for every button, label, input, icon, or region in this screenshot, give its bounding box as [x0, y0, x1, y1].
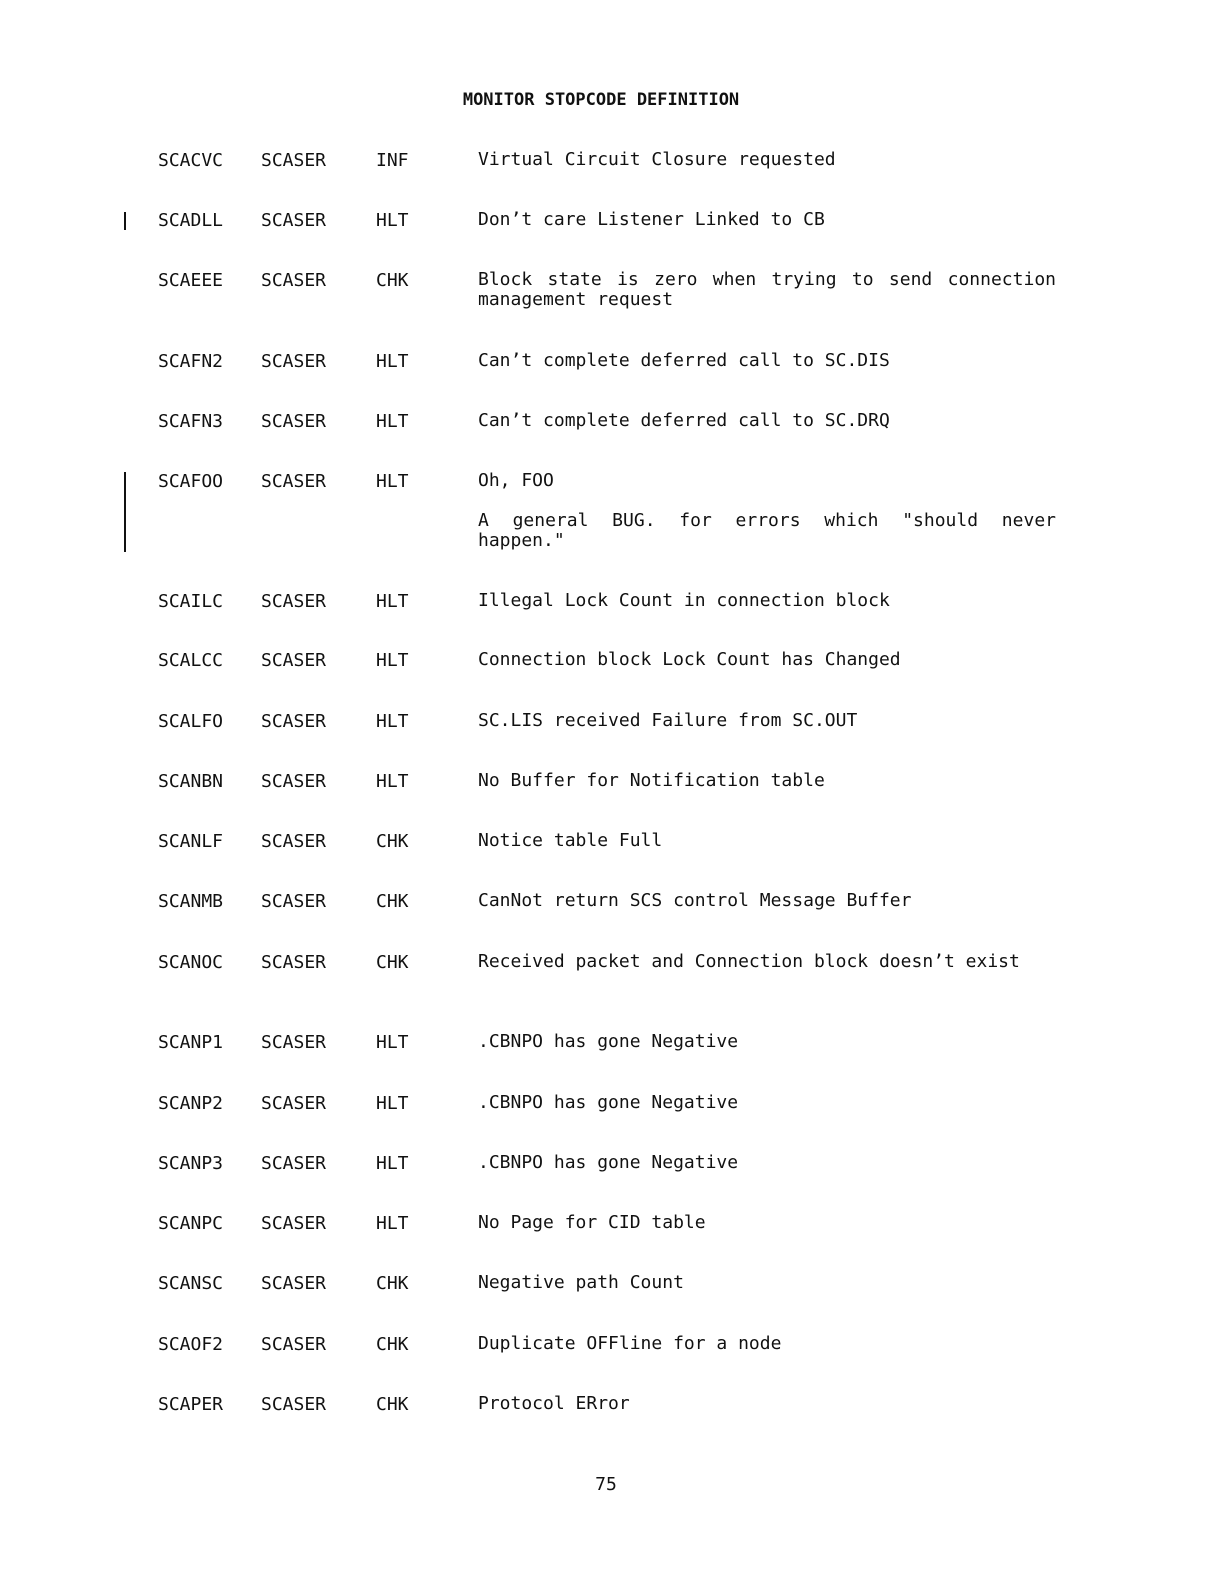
stopcode-name: SCAEEE	[158, 270, 224, 291]
stopcode-description	[478, 891, 1056, 911]
stopcode-module: SCASER	[261, 1093, 327, 1114]
stopcode-module: SCASER	[261, 1334, 327, 1355]
description-paragraph: Negative path Count	[478, 1272, 684, 1293]
change-bar	[124, 212, 126, 230]
stopcode-type: HLT	[376, 771, 409, 792]
stopcode-name: SCAILC	[158, 591, 224, 612]
stopcode-type: HLT	[376, 1093, 409, 1114]
page-title: MONITOR STOPCODE DEFINITION	[462, 90, 740, 110]
description-paragraph: Connection block Lock Count has Changed	[478, 649, 901, 670]
description-paragraph: Duplicate OFFline for a node	[478, 1333, 782, 1354]
stopcode-description	[478, 411, 1056, 431]
stopcode-module: SCASER	[261, 1273, 327, 1294]
stopcode-name: SCALCC	[158, 650, 224, 671]
description-paragraph: A general BUG. for errors which "should never happen."	[478, 510, 1056, 551]
stopcode-name: SCADLL	[158, 210, 224, 231]
stopcode-type: HLT	[376, 471, 409, 492]
description-paragraph: Don’t care Listener Linked to CB	[478, 209, 825, 230]
page-number: 75	[595, 1474, 617, 1495]
stopcode-type: INF	[376, 150, 409, 171]
description-paragraph: No Buffer for Notification table	[478, 770, 825, 791]
stopcode-module: SCASER	[261, 771, 327, 792]
stopcode-module: SCASER	[261, 952, 327, 973]
stopcode-module: SCASER	[261, 1032, 327, 1053]
stopcode-description	[478, 711, 1056, 731]
stopcode-module: SCASER	[261, 1213, 327, 1234]
stopcode-module: SCASER	[261, 711, 327, 732]
stopcode-module: SCASER	[261, 471, 327, 492]
description-paragraph: Block state is zero when trying to send connection management request	[478, 269, 1056, 310]
stopcode-type: HLT	[376, 1153, 409, 1174]
description-paragraph: No Page for CID table	[478, 1212, 706, 1233]
stopcode-name: SCANMB	[158, 891, 224, 912]
stopcode-description	[478, 650, 1056, 670]
stopcode-name: SCACVC	[158, 150, 224, 171]
stopcode-name: SCALFO	[158, 711, 224, 732]
stopcode-description	[478, 1032, 1056, 1052]
description-paragraph: Illegal Lock Count in connection block	[478, 590, 890, 611]
stopcode-description	[478, 150, 1056, 170]
description-paragraph: .CBNPO has gone Negative	[478, 1031, 739, 1052]
stopcode-module: SCASER	[261, 650, 327, 671]
stopcode-type: HLT	[376, 1032, 409, 1053]
stopcode-type: HLT	[376, 591, 409, 612]
stopcode-description	[478, 952, 1056, 972]
stopcode-type: HLT	[376, 711, 409, 732]
stopcode-type: HLT	[376, 650, 409, 671]
stopcode-description	[478, 471, 1056, 551]
change-bar	[124, 472, 126, 552]
stopcode-name: SCANP3	[158, 1153, 224, 1174]
description-paragraph: Oh, FOO	[478, 470, 554, 491]
stopcode-name: SCAOF2	[158, 1334, 224, 1355]
stopcode-module: SCASER	[261, 351, 327, 372]
stopcode-module: SCASER	[261, 891, 327, 912]
stopcode-type: HLT	[376, 1213, 409, 1234]
description-paragraph: .CBNPO has gone Negative	[478, 1092, 739, 1113]
stopcode-description	[478, 351, 1056, 371]
stopcode-description	[478, 1273, 1056, 1293]
stopcode-description	[478, 831, 1056, 851]
stopcode-module: SCASER	[261, 591, 327, 612]
description-paragraph: CanNot return SCS control Message Buffer	[478, 890, 912, 911]
description-paragraph: Can’t complete deferred call to SC.DRQ	[478, 410, 890, 431]
description-paragraph: SC.LIS received Failure from SC.OUT	[478, 710, 858, 731]
stopcode-module: SCASER	[261, 270, 327, 291]
description-paragraph: Received packet and Connection block doesn’t exist	[478, 951, 1020, 972]
stopcode-module: SCASER	[261, 150, 327, 171]
stopcode-name: SCANLF	[158, 831, 224, 852]
stopcode-module: SCASER	[261, 1394, 327, 1415]
stopcode-module: SCASER	[261, 210, 327, 231]
stopcode-description	[478, 210, 1056, 230]
stopcode-type: CHK	[376, 1334, 409, 1355]
stopcode-type: CHK	[376, 1394, 409, 1415]
stopcode-name: SCAFN3	[158, 411, 224, 432]
stopcode-name: SCANOC	[158, 952, 224, 973]
stopcode-name: SCANSC	[158, 1273, 224, 1294]
stopcode-description	[478, 1394, 1056, 1414]
stopcode-name: SCAFOO	[158, 471, 224, 492]
stopcode-type: CHK	[376, 952, 409, 973]
stopcode-module: SCASER	[261, 1153, 327, 1174]
stopcode-type: CHK	[376, 831, 409, 852]
stopcode-description	[478, 270, 1056, 310]
stopcode-description	[478, 1334, 1056, 1354]
stopcode-description	[478, 1153, 1056, 1173]
stopcode-type: HLT	[376, 411, 409, 432]
stopcode-name: SCAPER	[158, 1394, 224, 1415]
stopcode-description	[478, 1093, 1056, 1113]
stopcode-type: CHK	[376, 270, 409, 291]
stopcode-type: CHK	[376, 891, 409, 912]
stopcode-type: HLT	[376, 351, 409, 372]
description-paragraph: Virtual Circuit Closure requested	[478, 149, 836, 170]
description-paragraph: Protocol ERror	[478, 1393, 630, 1414]
stopcode-name: SCANBN	[158, 771, 224, 792]
description-paragraph: Notice table Full	[478, 830, 663, 851]
stopcode-description	[478, 771, 1056, 791]
description-paragraph: .CBNPO has gone Negative	[478, 1152, 739, 1173]
stopcode-name: SCANP2	[158, 1093, 224, 1114]
stopcode-name: SCANPC	[158, 1213, 224, 1234]
stopcode-description	[478, 1213, 1056, 1233]
stopcode-name: SCAFN2	[158, 351, 224, 372]
stopcode-description	[478, 591, 1056, 611]
description-paragraph: Can’t complete deferred call to SC.DIS	[478, 350, 890, 371]
stopcode-module: SCASER	[261, 411, 327, 432]
stopcode-type: HLT	[376, 210, 409, 231]
stopcode-module: SCASER	[261, 831, 327, 852]
stopcode-name: SCANP1	[158, 1032, 224, 1053]
stopcode-type: CHK	[376, 1273, 409, 1294]
